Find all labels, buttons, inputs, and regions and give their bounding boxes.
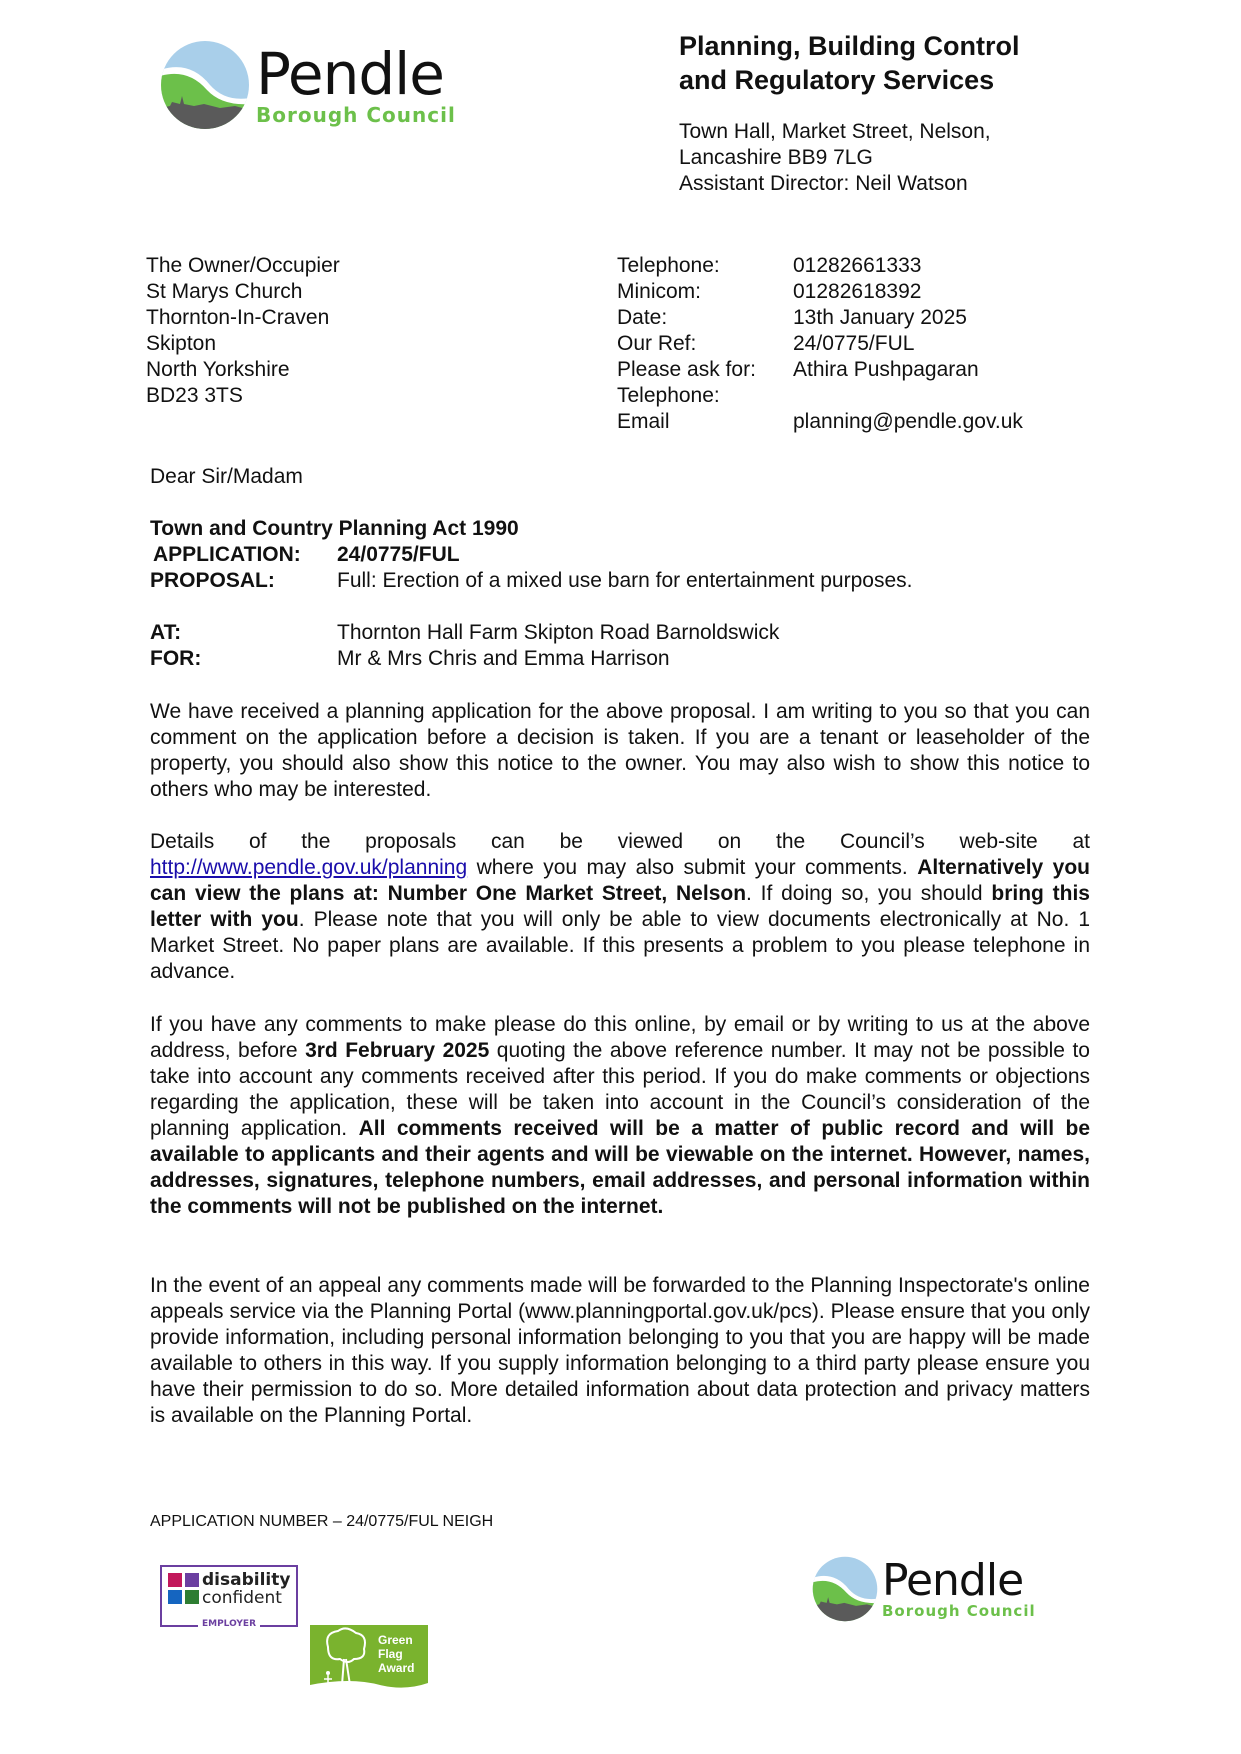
- logo-name: Pendle: [882, 1555, 1024, 1606]
- contact-label: Please ask for:: [617, 358, 756, 381]
- logo-name: Pendle: [256, 40, 444, 108]
- recipient-line: The Owner/Occupier: [146, 254, 340, 277]
- contact-label: Minicom:: [617, 280, 702, 303]
- salutation: Dear Sir/Madam: [150, 465, 303, 488]
- contact-row-ask-for: [617, 357, 1023, 383]
- contact-row-minicom: [617, 279, 1023, 305]
- planning-website-link[interactable]: http://www.pendle.gov.uk/planning: [150, 856, 468, 879]
- badge-text: Award: [378, 1661, 415, 1675]
- recipient-line: Skipton: [146, 332, 217, 355]
- paragraph-appeal: In the event of an appeal any comments made will be forwarded to the Planning Inspectorate's online appeals service via the Planning Portal (www.planningportal.gov.uk/pcs). Please ensure that you only provide information, including personal information belonging to you that you are happy will be made available to others in this way. If you supply information belonging to a third party please ensure you have their permission to do so. More detailed information about data protection and privacy matters is available on the Planning Portal.: [150, 1274, 1090, 1427]
- text: where you may also submit your comments.: [467, 856, 918, 879]
- footer-council-logo: [812, 1556, 1036, 1622]
- recipient-line: Thornton-In-Craven: [146, 306, 330, 329]
- badge-text: Flag: [378, 1647, 403, 1661]
- contact-value-email[interactable]: planning@pendle.gov.uk: [793, 410, 1023, 433]
- assistant-director: Assistant Director: Neil Watson: [679, 172, 968, 195]
- recipient-line: BD23 3TS: [146, 384, 243, 407]
- department-address-line: Town Hall, Market Street, Nelson,: [679, 120, 991, 143]
- flag-wave-icon: [310, 1677, 428, 1691]
- application-row: [150, 542, 912, 568]
- recipient-line: St Marys Church: [146, 280, 303, 303]
- department-title-line1: Planning, Building Control: [679, 31, 1020, 61]
- disability-confident-icon: [168, 1573, 199, 1604]
- at-value: Thornton Hall Farm Skipton Road Barnoldswick: [337, 621, 780, 644]
- text: If you have any comments to make please do this online, by email or by writing to us at the above address, before: [150, 1013, 1090, 1062]
- act-title: Town and Country Planning Act 1990: [150, 517, 519, 540]
- department-address-line: Lancashire BB9 7LG: [679, 146, 873, 169]
- badge-text: confident: [202, 1588, 282, 1608]
- text: . If doing so, you should: [746, 882, 992, 905]
- contact-row-telephone: [617, 253, 1023, 279]
- contact-value: 01282661333: [793, 254, 922, 277]
- contact-label: Telephone:: [617, 254, 720, 277]
- badge-text: disability: [202, 1570, 291, 1590]
- at-row: [150, 620, 912, 646]
- at-label: AT:: [150, 621, 182, 644]
- contact-label: Date:: [617, 306, 668, 329]
- recipient-address: [146, 253, 340, 409]
- council-logo: [160, 40, 456, 130]
- comment-deadline: 3rd February 2025: [305, 1039, 490, 1062]
- badge-text: EMPLOYER: [198, 1619, 260, 1629]
- contact-value: Athira Pushpagaran: [793, 358, 979, 381]
- pendle-hill-logo-icon: [812, 1556, 878, 1622]
- proposal-label: PROPOSAL:: [150, 569, 275, 592]
- logo-subtitle: Borough Council: [256, 103, 456, 127]
- text: quoting the above reference number. It may not be possible to take into account any comments received after this period. If you do make comments or objections regarding the application, these will be taken into account in the Council’s consideration of the planning application.: [150, 1039, 1090, 1140]
- proposal-row: [150, 568, 912, 594]
- contact-row-email: [617, 409, 1023, 435]
- view-plans-location: Alternatively you can view the plans at: Number One Market Street, Nelson: [150, 856, 1090, 905]
- footer-application-number: APPLICATION NUMBER – 24/0775/FUL NEIGH: [150, 1513, 494, 1530]
- contact-value: 01282618392: [793, 280, 922, 303]
- badge-text: Green: [378, 1633, 413, 1647]
- logo-subtitle: Borough Council: [882, 1602, 1036, 1620]
- for-value: Mr & Mrs Chris and Emma Harrison: [337, 647, 670, 670]
- application-label: APPLICATION:: [153, 543, 301, 566]
- contact-row-telephone-2: [617, 383, 1023, 409]
- paragraph-comments: [150, 1012, 1090, 1220]
- contact-details: [617, 253, 1023, 435]
- contact-value: 24/0775/FUL: [793, 332, 915, 355]
- application-value: 24/0775/FUL: [337, 543, 460, 566]
- paragraph-notice: We have received a planning application for the above proposal. I am writing to you so that you can comment on the application before a decision is taken. If you are a tenant or leaseholder of the property, you should also show this notice to the owner. You may also wish to show this notice to others who may be interested.: [150, 700, 1090, 801]
- disability-confident-badge: [160, 1565, 298, 1627]
- department-block: [679, 29, 1019, 197]
- contact-label: Telephone:: [617, 384, 720, 407]
- contact-label: Email: [617, 410, 670, 433]
- contact-value: 13th January 2025: [793, 306, 967, 329]
- for-label: FOR:: [150, 647, 202, 670]
- contact-label: Our Ref:: [617, 332, 697, 355]
- application-block: [150, 516, 912, 672]
- proposal-value: Full: Erection of a mixed use barn for entertainment purposes.: [337, 569, 913, 592]
- for-row: [150, 646, 912, 672]
- text: Details of the proposals can be viewed on the Council’s web-site at: [150, 830, 1090, 853]
- text: . Please note that you will only be able to view documents electronically at No. 1 Market Street. No paper plans are available. If this presents a problem to you please telephone in advance.: [150, 908, 1090, 983]
- recipient-line: North Yorkshire: [146, 358, 290, 381]
- contact-row-ref: [617, 331, 1023, 357]
- public-record-notice: All comments received will be a matter of public record and will be available to applicants and their agents and will be viewable on the internet. However, names, addresses, signatures, telephone numbers, email addresses, and personal information within the comments will not be published on the internet.: [150, 1117, 1090, 1218]
- contact-row-date: [617, 305, 1023, 331]
- pendle-hill-logo-icon: [160, 40, 250, 130]
- paragraph-view-details: [150, 829, 1090, 985]
- department-title-line2: and Regulatory Services: [679, 65, 995, 95]
- green-flag-award-badge: [310, 1625, 428, 1691]
- bring-letter-note: bring this letter with you: [150, 882, 1090, 931]
